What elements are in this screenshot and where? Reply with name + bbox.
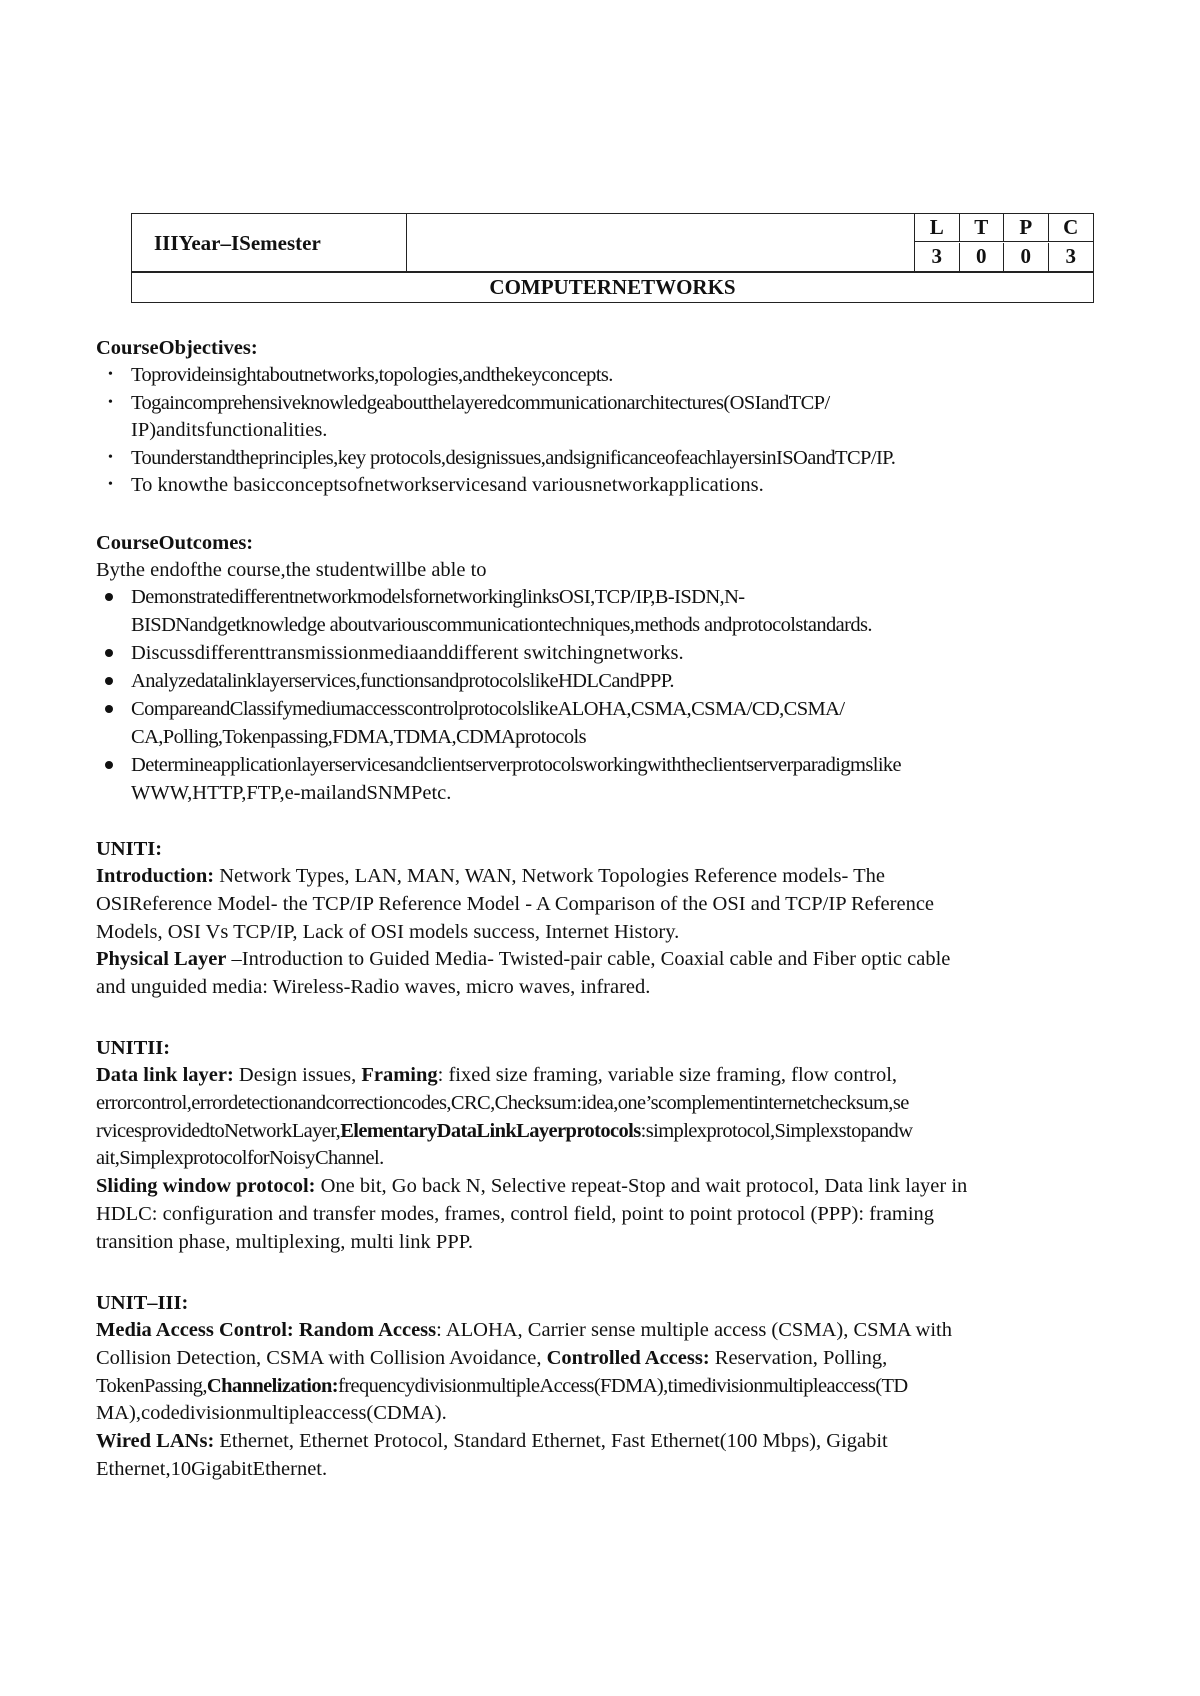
- ltpc-label-t: T: [960, 214, 1005, 242]
- elementary-dll-label: ElementaryDataLinkLayerprotocols: [340, 1119, 641, 1142]
- bullet-icon: •: [108, 450, 113, 465]
- outcomes-intro: Bythe endofthe course,the studentwillbe able to: [96, 559, 487, 581]
- channelization-label: Channelization:: [206, 1374, 339, 1397]
- ltpc-value-c: 3: [1065, 243, 1076, 268]
- unit3-text: Reservation, Polling,: [714, 1346, 888, 1369]
- outcome-item: CompareandClassifymediumaccesscontrolprotocolslikeALOHA,CSMA,CSMA/CD,CSMA/: [131, 698, 845, 720]
- unit3-text: : ALOHA, Carrier sense multiple access (CSMA), CSMA with: [436, 1319, 952, 1341]
- unit3-text: Ethernet,10GigabitEthernet.: [96, 1457, 328, 1480]
- unit1-introduction: [96, 863, 1134, 1002]
- ltpc-label-l: L: [915, 214, 960, 242]
- objective-item: Toprovideinsightaboutnetworks,topologies,andthekeyconcepts.: [131, 364, 613, 386]
- unit3-text: frequencydivisionmultipleAccess(FDMA),timedivisionmultipleaccess(TD: [338, 1374, 908, 1397]
- outcomes-heading: CourseOutcomes:: [96, 532, 254, 554]
- unit1-text: –Introduction to Guided Media- Twisted-pair cable, Coaxial cable and Fiber optic cable: [231, 948, 951, 971]
- mac-label: Media Access Control:: [96, 1319, 294, 1341]
- ltpc-value-t: 0: [960, 243, 1005, 271]
- bullet-icon: [105, 649, 113, 657]
- outcome-item: Discussdifferenttransmissionmediaanddifferent switchingnetworks.: [131, 642, 684, 664]
- objective-item: Tounderstandtheprinciples,key protocols,designissues,andsignificanceofeachlayersinISOandTCP/IP.: [131, 447, 896, 469]
- course-header-table: [131, 213, 1094, 303]
- outcome-item-continued: BISDNandgetknowledge aboutvariouscommunicationtechniques,methods andprotocolstandards.: [131, 614, 872, 636]
- objective-item-continued: IP)anditsfunctionalities.: [131, 419, 328, 441]
- data-link-layer-label: Data link layer:: [96, 1064, 234, 1086]
- bullet-icon: •: [108, 395, 113, 410]
- ltpc-value-l: 3: [915, 243, 960, 271]
- unit1-text: OSIReference Model- the TCP/IP Reference Model - A Comparison of the OSI and TCP/IP Reference: [96, 892, 935, 915]
- introduction-label: Introduction:: [96, 865, 215, 887]
- objective-item: Togaincomprehensiveknowledgeaboutthelayeredcommunicationarchitectures(OSIandTCP/: [131, 392, 830, 414]
- unit2-body: [96, 1062, 1134, 1257]
- physical-layer-label: Physical Layer: [96, 948, 227, 971]
- ltpc-label-p: P: [1004, 214, 1049, 242]
- bullet-icon: •: [108, 477, 113, 492]
- bullet-icon: [105, 705, 113, 713]
- course-title: COMPUTERNETWORKS: [489, 275, 736, 299]
- bullet-icon: •: [108, 367, 113, 382]
- unit2-heading: UNITII:: [96, 1037, 171, 1059]
- wired-lans-label: Wired LANs:: [96, 1430, 215, 1453]
- unit1-text: Network Types, LAN, MAN, WAN, Network Topologies Reference models- The: [219, 865, 885, 887]
- objective-item: To knowthe basicconceptsofnetworkservicesand variousnetworkapplications.: [131, 474, 764, 496]
- unit2-text: errorcontrol,errordetectionandcorrectioncodes,CRC,Checksum:idea,one’scomplementinternetchecksum,se: [96, 1091, 909, 1114]
- sliding-window-label: Sliding window protocol:: [96, 1175, 316, 1198]
- unit2-text: : fixed size framing, variable size framing, flow control,: [437, 1064, 898, 1086]
- outcome-item: Determineapplicationlayerservicesandclientserverprotocolsworkingwiththeclientserverparadigmslike: [131, 754, 902, 776]
- ltpc-label-c: C: [1049, 214, 1094, 242]
- unit1-text: Models, OSI Vs TCP/IP, Lack of OSI models success, Internet History.: [96, 920, 680, 943]
- unit3-text: MA),codedivisionmultipleaccess(CDMA).: [96, 1402, 447, 1425]
- unit1-text: and unguided media: Wireless-Radio waves, micro waves, infrared.: [96, 976, 651, 999]
- outcome-item-continued: WWW,HTTP,FTP,e-mailandSNMPetc.: [131, 782, 452, 804]
- semester-label: IIIYear–ISemester: [132, 214, 407, 271]
- objectives-heading: CourseObjectives:: [96, 337, 258, 359]
- ltpc-value-p: 0: [1004, 243, 1049, 271]
- unit3-text: Ethernet, Ethernet Protocol, Standard Ethernet, Fast Ethernet(100 Mbps), Gigabit: [219, 1430, 888, 1453]
- unit2-text: ait,SimplexprotocolforNoisyChannel.: [96, 1147, 384, 1170]
- random-access-label: Random Access: [298, 1319, 437, 1341]
- unit2-text: rvicesprovidedtoNetworkLayer,: [96, 1119, 341, 1142]
- unit3-text: TokenPassing,: [96, 1374, 207, 1397]
- unit2-text: transition phase, multiplexing, multi link PPP.: [96, 1230, 473, 1253]
- bullet-icon: [105, 593, 113, 601]
- unit1-heading: UNITI:: [96, 838, 163, 860]
- controlled-access-label: Controlled Access:: [546, 1346, 710, 1369]
- unit2-text: One bit, Go back N, Selective repeat-Stop and wait protocol, Data link layer in: [320, 1175, 968, 1198]
- outcome-item: Analyzedatalinklayerservices,functionsandprotocolslikeHDLCandPPP.: [131, 670, 674, 692]
- outcome-item-continued: CA,Polling,Tokenpassing,FDMA,TDMA,CDMAprotocols: [131, 726, 586, 748]
- ltpc-grid: [915, 214, 1093, 271]
- unit2-text: :simplexprotocol,Simplexstopandw: [640, 1119, 913, 1142]
- blank-cell: [407, 214, 915, 271]
- outcome-item: DemonstratedifferentnetworkmodelsfornetworkinglinksOSI,TCP/IP,B-ISDN,N-: [131, 586, 745, 608]
- framing-label: Framing: [361, 1064, 438, 1086]
- bullet-icon: [105, 761, 113, 769]
- unit3-heading: UNIT–III:: [96, 1292, 189, 1314]
- unit2-text: HDLC: configuration and transfer modes, frames, control field, point to point protocol (PPP): framing: [96, 1202, 935, 1225]
- unit3-text: Collision Detection, CSMA with Collision Avoidance,: [96, 1346, 542, 1369]
- unit3-body: [96, 1317, 1134, 1484]
- unit2-text: Design issues,: [238, 1064, 357, 1086]
- bullet-icon: [105, 677, 113, 685]
